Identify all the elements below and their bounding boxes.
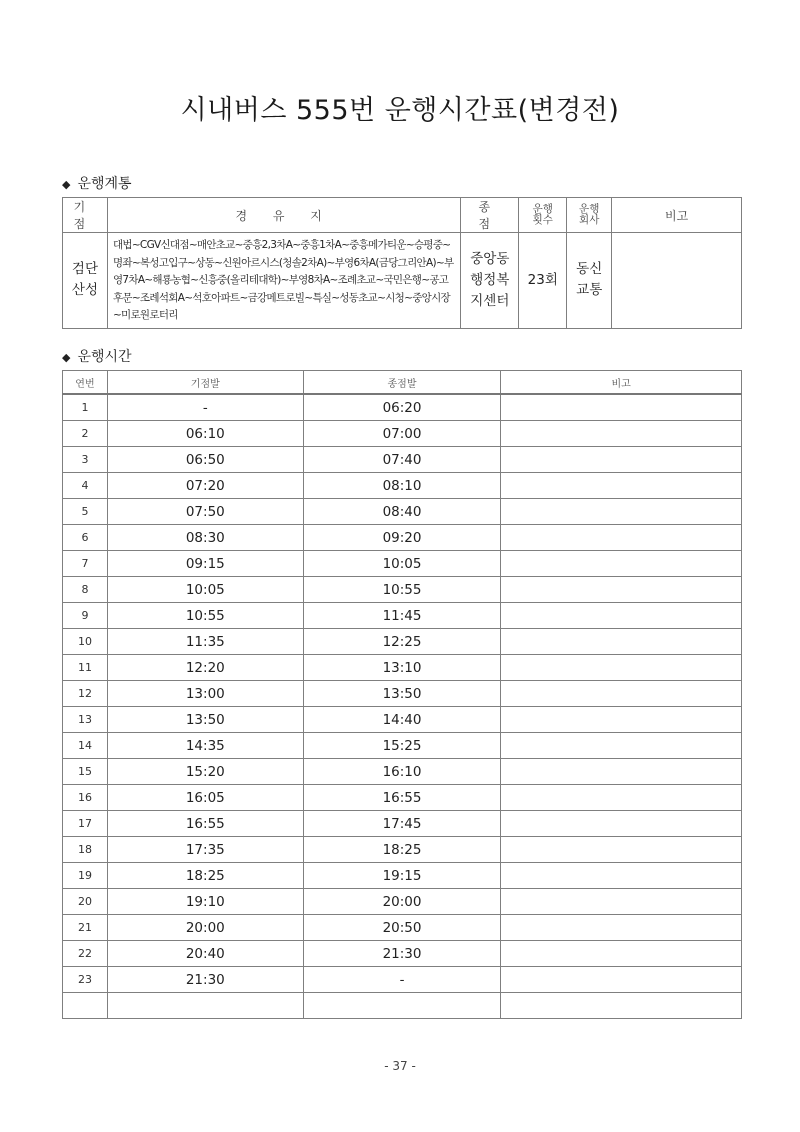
timetable-cell-no xyxy=(63,993,108,1019)
timetable-cell-arrive: 16:55 xyxy=(303,785,501,811)
timetable-row xyxy=(63,785,742,811)
timetable-cell-arrive: 14:40 xyxy=(303,707,501,733)
timetable-cell-depart: 06:10 xyxy=(107,421,303,447)
timetable-cell-depart: 13:50 xyxy=(107,707,303,733)
timetable-row xyxy=(63,707,742,733)
timetable-cell-note xyxy=(501,603,742,629)
timetable-cell-no: 10 xyxy=(63,629,108,655)
timetable-cell-depart: 06:50 xyxy=(107,447,303,473)
route-start-line2: 산성 xyxy=(71,282,99,299)
timetable-cell-note xyxy=(501,681,742,707)
timetable-cell-arrive: 16:10 xyxy=(303,759,501,785)
timetable-cell-no: 12 xyxy=(63,681,108,707)
route-company-line1: 동신 xyxy=(576,261,603,278)
timetable-cell-arrive: - xyxy=(303,967,501,993)
page-title: 시내버스 555번 운행시간표(변경전) xyxy=(180,95,620,126)
timetable-cell-depart: 07:50 xyxy=(107,499,303,525)
timetable-row xyxy=(63,733,742,759)
timetable-cell-arrive: 11:45 xyxy=(303,603,501,629)
timetable-cell-depart: 16:05 xyxy=(107,785,303,811)
timetable-header-note: 비고 xyxy=(501,371,742,395)
timetable-cell-no: 19 xyxy=(63,863,108,889)
route-header-note: 비고 xyxy=(612,198,742,233)
timetable-cell-depart: 20:40 xyxy=(107,941,303,967)
timetable-cell-arrive: 13:10 xyxy=(303,655,501,681)
timetable-cell-arrive: 19:15 xyxy=(303,863,501,889)
timetable-cell-note xyxy=(501,473,742,499)
time-section-heading xyxy=(62,346,132,366)
timetable-cell-depart: 10:05 xyxy=(107,577,303,603)
timetable-cell-arrive: 17:45 xyxy=(303,811,501,837)
timetable-cell-arrive: 20:50 xyxy=(303,915,501,941)
timetable-cell-depart: 15:20 xyxy=(107,759,303,785)
timetable-cell-no: 4 xyxy=(63,473,108,499)
timetable-cell-arrive: 13:50 xyxy=(303,681,501,707)
timetable-cell-no: 14 xyxy=(63,733,108,759)
route-header-via: 경 유 지 xyxy=(107,198,460,233)
timetable-header-depart: 기점발 xyxy=(107,371,303,395)
timetable-row xyxy=(63,655,742,681)
timetable-cell-no: 17 xyxy=(63,811,108,837)
timetable-cell-note xyxy=(501,707,742,733)
timetable-row xyxy=(63,551,742,577)
timetable-cell-no: 21 xyxy=(63,915,108,941)
timetable-body xyxy=(63,394,742,1019)
timetable-row xyxy=(63,889,742,915)
timetable-cell-arrive: 08:40 xyxy=(303,499,501,525)
timetable-cell-arrive: 10:05 xyxy=(303,551,501,577)
timetable-cell-note xyxy=(501,551,742,577)
route-header-company-line1: 운행 xyxy=(579,203,600,215)
route-header-count-line1: 운행 xyxy=(532,203,553,215)
route-section-heading xyxy=(62,173,132,193)
timetable-cell-note xyxy=(501,811,742,837)
route-start-line1: 검단 xyxy=(71,261,99,278)
timetable-cell-arrive: 08:10 xyxy=(303,473,501,499)
timetable-cell-no: 7 xyxy=(63,551,108,577)
timetable-row xyxy=(63,681,742,707)
timetable-cell-depart: 13:00 xyxy=(107,681,303,707)
timetable-cell-arrive: 18:25 xyxy=(303,837,501,863)
route-count-cell: 23회 xyxy=(519,233,567,329)
timetable-cell-depart: 11:35 xyxy=(107,629,303,655)
timetable-row xyxy=(63,499,742,525)
timetable-cell-no: 9 xyxy=(63,603,108,629)
timetable-row xyxy=(63,447,742,473)
diamond-bullet-icon: ◆ xyxy=(62,178,71,191)
timetable-cell-arrive: 10:55 xyxy=(303,577,501,603)
timetable-cell-arrive: 06:20 xyxy=(303,394,501,421)
timetable-cell-depart: 20:00 xyxy=(107,915,303,941)
timetable-cell-depart: 18:25 xyxy=(107,863,303,889)
route-header-row xyxy=(63,198,742,233)
diamond-bullet-icon: ◆ xyxy=(62,351,71,364)
timetable-cell-depart xyxy=(107,993,303,1019)
route-note-cell xyxy=(612,233,742,329)
timetable-cell-note xyxy=(501,837,742,863)
timetable-cell-depart: 16:55 xyxy=(107,811,303,837)
timetable-cell-no: 8 xyxy=(63,577,108,603)
route-company-line2: 교통 xyxy=(576,282,603,299)
timetable-cell-no: 13 xyxy=(63,707,108,733)
timetable-row xyxy=(63,941,742,967)
timetable-cell-depart: 09:15 xyxy=(107,551,303,577)
route-end-cell xyxy=(461,233,519,329)
page-number: - 37 - xyxy=(384,1059,416,1073)
timetable-cell-note xyxy=(501,577,742,603)
timetable-cell-no: 3 xyxy=(63,447,108,473)
timetable-cell-note xyxy=(501,499,742,525)
route-end-line3: 지센터 xyxy=(470,292,510,309)
route-header-end: 종 점 xyxy=(461,198,519,233)
timetable-cell-note xyxy=(501,889,742,915)
timetable-header-arrive: 종점발 xyxy=(303,371,501,395)
timetable-cell-note xyxy=(501,863,742,889)
route-data-row xyxy=(63,233,742,329)
timetable-cell-arrive: 09:20 xyxy=(303,525,501,551)
timetable-cell-arrive: 20:00 xyxy=(303,889,501,915)
timetable-row xyxy=(63,629,742,655)
timetable-cell-arrive: 12:25 xyxy=(303,629,501,655)
timetable-cell-no: 11 xyxy=(63,655,108,681)
timetable-row xyxy=(63,577,742,603)
route-header-start: 기 점 xyxy=(63,198,108,233)
timetable-cell-depart: - xyxy=(107,394,303,421)
timetable-row xyxy=(63,394,742,421)
timetable-row xyxy=(63,863,742,889)
timetable-cell-note xyxy=(501,915,742,941)
timetable-cell-note xyxy=(501,629,742,655)
timetable-cell-note xyxy=(501,967,742,993)
timetable-cell-depart: 17:35 xyxy=(107,837,303,863)
timetable-cell-depart: 07:20 xyxy=(107,473,303,499)
timetable xyxy=(62,370,742,1019)
route-company-cell xyxy=(567,233,612,329)
route-header-count-line2: 횟수 xyxy=(532,214,553,226)
timetable-cell-note xyxy=(501,733,742,759)
timetable-cell-depart: 12:20 xyxy=(107,655,303,681)
timetable-header-row xyxy=(63,371,742,395)
timetable-row xyxy=(63,811,742,837)
timetable-cell-no: 6 xyxy=(63,525,108,551)
timetable-cell-arrive: 07:40 xyxy=(303,447,501,473)
timetable-cell-no: 20 xyxy=(63,889,108,915)
route-table xyxy=(62,197,742,329)
timetable-row xyxy=(63,525,742,551)
route-header-company-line2: 회사 xyxy=(579,214,600,226)
timetable-header-no: 연번 xyxy=(63,371,108,395)
route-header-count xyxy=(519,198,567,233)
timetable-cell-depart: 14:35 xyxy=(107,733,303,759)
timetable-cell-depart: 08:30 xyxy=(107,525,303,551)
timetable-row xyxy=(63,837,742,863)
timetable-row xyxy=(63,967,742,993)
timetable-cell-no: 2 xyxy=(63,421,108,447)
timetable-row xyxy=(63,421,742,447)
timetable-cell-no: 1 xyxy=(63,394,108,421)
timetable-cell-arrive xyxy=(303,993,501,1019)
timetable-cell-depart: 10:55 xyxy=(107,603,303,629)
route-section-label: 운행계통 xyxy=(77,176,132,192)
timetable-row xyxy=(63,993,742,1019)
route-end-line1: 중앙동 xyxy=(470,250,510,267)
timetable-cell-note xyxy=(501,525,742,551)
timetable-cell-no: 22 xyxy=(63,941,108,967)
timetable-cell-note xyxy=(501,421,742,447)
timetable-cell-depart: 21:30 xyxy=(107,967,303,993)
timetable-row xyxy=(63,915,742,941)
timetable-cell-note xyxy=(501,941,742,967)
timetable-cell-no: 23 xyxy=(63,967,108,993)
timetable-row xyxy=(63,603,742,629)
timetable-cell-no: 18 xyxy=(63,837,108,863)
route-via-cell: 대법~CGV신대점~매안초교~중흥2,3차A~중흥1차A~중흥메가티운~승평중~명좌~복성고입구~상동~신원아르시스(청솔2차A)~부영6차A(금당그리안A)~부영7차A~해룡농협~신흥중(올리테대학)~부영8차A~조례초교~국민은행~공고후문~조례석회A~석호아파트~금강메트로빌~특실~성동초교~시청~중앙시장~미로원로터리 xyxy=(107,233,460,329)
timetable-cell-note xyxy=(501,394,742,421)
timetable-cell-arrive: 15:25 xyxy=(303,733,501,759)
route-end-line2: 행정복 xyxy=(470,271,510,288)
timetable-cell-no: 16 xyxy=(63,785,108,811)
timetable-cell-note xyxy=(501,759,742,785)
timetable-cell-note xyxy=(501,447,742,473)
timetable-cell-no: 5 xyxy=(63,499,108,525)
timetable-cell-depart: 19:10 xyxy=(107,889,303,915)
timetable-cell-arrive: 21:30 xyxy=(303,941,501,967)
timetable-cell-arrive: 07:00 xyxy=(303,421,501,447)
time-section-label: 운행시간 xyxy=(77,349,132,365)
route-header-company xyxy=(567,198,612,233)
timetable-cell-note xyxy=(501,993,742,1019)
timetable-cell-no: 15 xyxy=(63,759,108,785)
timetable-cell-note xyxy=(501,785,742,811)
timetable-row xyxy=(63,473,742,499)
route-start-cell xyxy=(63,233,108,329)
timetable-cell-note xyxy=(501,655,742,681)
timetable-row xyxy=(63,759,742,785)
